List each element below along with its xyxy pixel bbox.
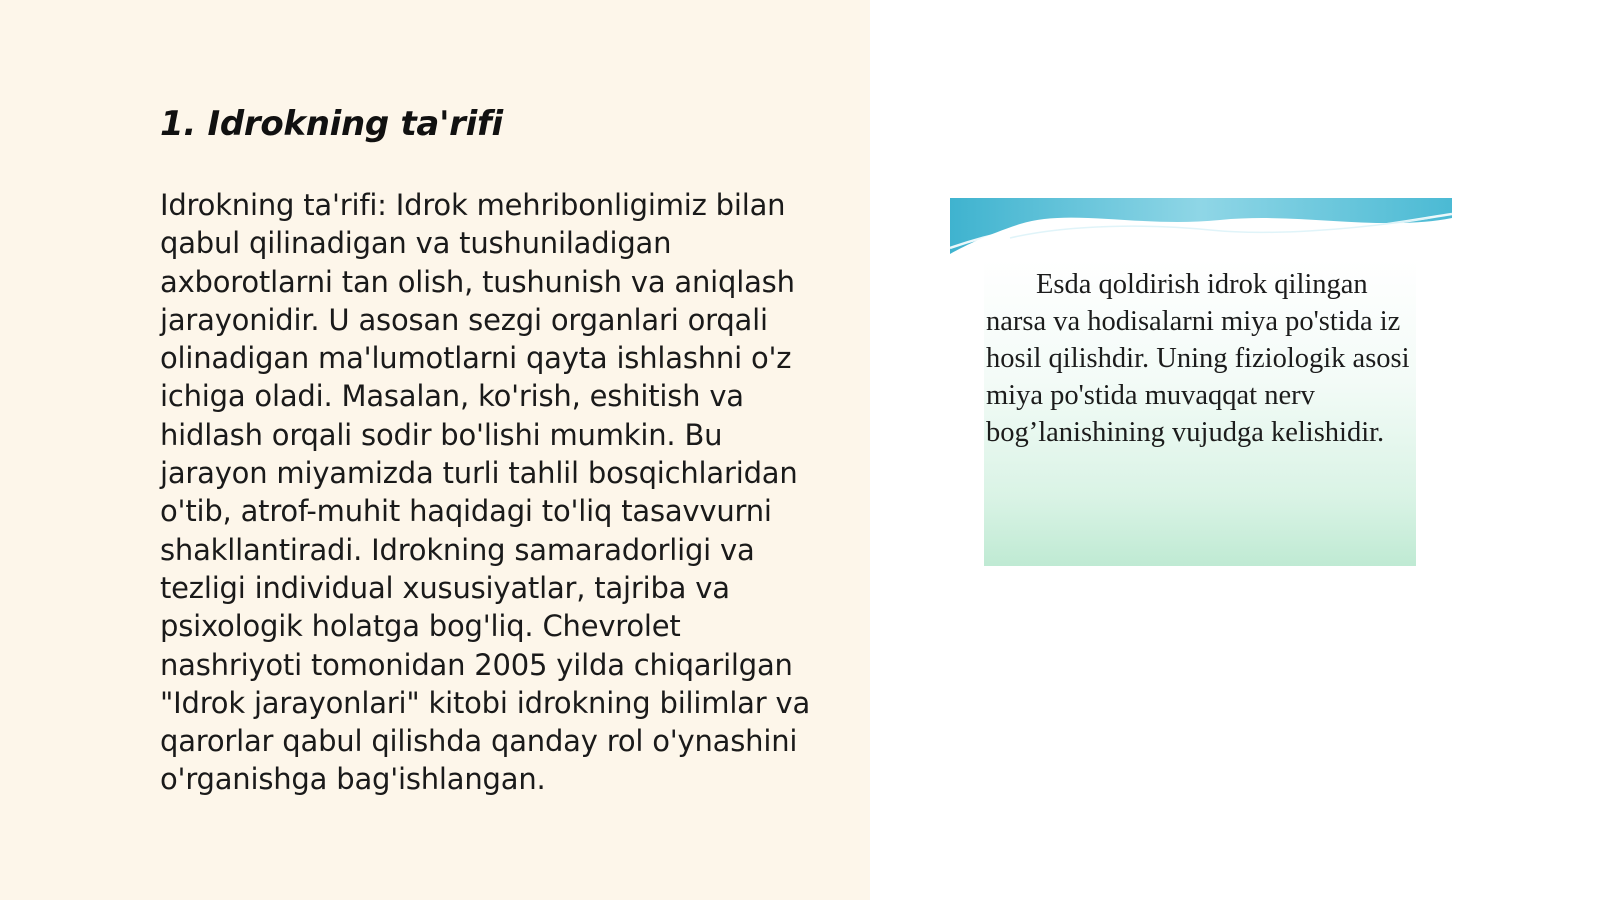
wave-banner-graphic (950, 198, 1452, 258)
image-card-text: Esda qoldirish idrok qilingan narsa va hodisalarni miya po'stida iz hosil qilishdir. Uning fiziologik asosi miya po'stida muvaqqat nerv bog’lanishining vujudga kelishidir. (986, 269, 1410, 448)
image-card (950, 198, 1452, 572)
slide-body-text: Idrokning ta'rifi: Idrok mehribonligimiz bilan qabul qilinadigan va tushuniladigan axborotlarni tan olish, tushunish va aniqlash jarayonidir. U asosan sezgi organlari orqali olinadigan ma'lumotlarni qayta ishlashni o'z ichiga oladi. Masalan, ko'rish, eshitish va hidlash orqali sodir bo'lishi mumkin. Bu jarayon miyamizda turli tahlil bosqichlaridan o'tib, atrof-muhit haqidagi to'liq tasavvurni shakllantiradi. Idrokning samaradorligi va tezligi individual xususiyatlar, tajriba va psixologik holatga bog'liq. Chevrolet nashriyoti tomonidan 2005 yilda chiqarilgan "Idrok jarayonlari" kitobi idrokning bilimlar va qarorlar qabul qilishda qanday rol o'ynashini o'rganishga bag'ishlangan. (160, 188, 811, 797)
slide-title: 1. Idrokning ta'rifi (160, 104, 503, 144)
